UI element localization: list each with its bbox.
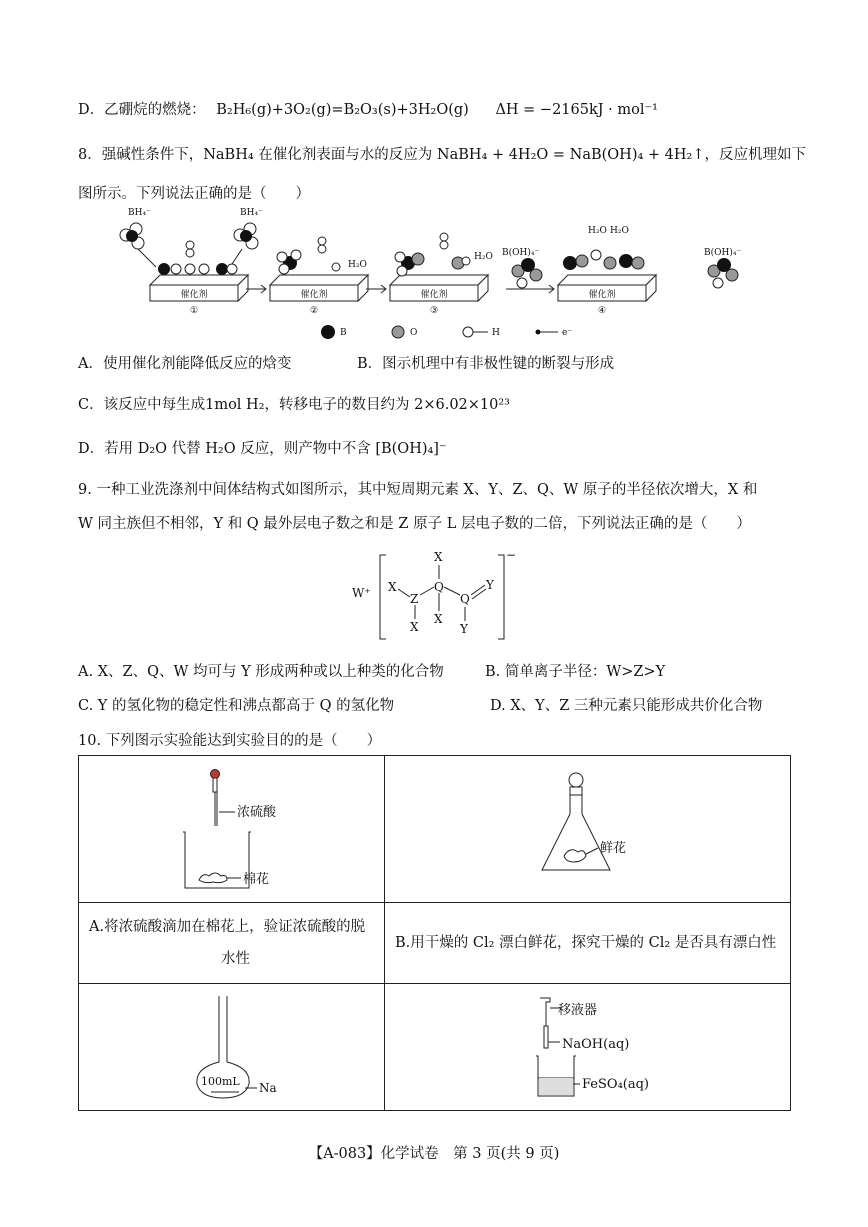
q8-stem-line2: 图所示。下列说法正确的是（ ） [78, 186, 310, 202]
svg-text:Q: Q [434, 580, 444, 594]
boh4-right [704, 247, 741, 288]
q9-structure-formula [350, 545, 520, 645]
svg-text:④: ④ [597, 306, 607, 316]
catalyst-slab-3 [390, 275, 488, 316]
svg-text:Y: Y [460, 622, 468, 636]
svg-text:Na: Na [259, 1081, 277, 1095]
svg-text:W⁺: W⁺ [352, 586, 371, 600]
svg-text:Y: Y [486, 578, 494, 592]
svg-text:−: − [506, 548, 517, 562]
catalyst-slab-2 [270, 275, 368, 316]
q9-stem-line2: W 同主族但不相邻，Y 和 Q 最外层电子数之和是 Z 原子 L 层电子数的二倍，下列说法正确的是（ ） [78, 516, 751, 532]
svg-text:O: O [410, 328, 418, 338]
bh4-molecule-right [230, 208, 263, 267]
svg-text:FeSO₄(aq): FeSO₄(aq) [582, 1077, 649, 1092]
svg-text:BH₄⁻: BH₄⁻ [240, 208, 263, 218]
beaker-sulfuric-acid-figure [169, 766, 309, 896]
q8-mechanism-diagram [118, 205, 758, 345]
svg-text:催化剂: 催化剂 [588, 290, 616, 300]
q9-stem-line1: 9. 一种工业洗涤剂中间体结构式如图所示，其中短周期元素 X、Y、Z、Q、W 原子的半径依次增大，X 和 [78, 482, 758, 498]
svg-text:X: X [410, 620, 419, 634]
q8-stem-line1: 8．强碱性条件下，NaBH₄ 在催化剂表面与水的反应为 NaBH₄ + 4H₂O = NaB(OH)₄ + 4H₂↑，反应机理如下 [78, 147, 806, 163]
svg-text:…: … [492, 284, 501, 294]
svg-text:100mL: 100mL [201, 1075, 240, 1088]
svg-text:移液器: 移液器 [558, 1003, 598, 1018]
q8-option-c[interactable]: C．该反应中每生成1mol H₂，转移电子的数目约为 2×6.02×10²³ [78, 397, 510, 413]
q10-stem: 10. 下列图示实验能达到实验目的的是（ ） [78, 733, 382, 749]
svg-text:B(OH)₄⁻: B(OH)₄⁻ [704, 248, 742, 258]
svg-text:棉花: 棉花 [243, 872, 270, 887]
svg-text:X: X [388, 580, 397, 594]
bh4-molecule-left [120, 208, 156, 267]
q9-option-b[interactable]: B. 简单离子半径：W>Z>Y [485, 664, 666, 680]
q9-option-a[interactable]: A. X、Z、Q、W 均可与 Y 形成两种或以上种类的化合物 [78, 664, 444, 680]
svg-text:②: ② [309, 306, 319, 316]
svg-text:B: B [340, 328, 347, 338]
q10-caption-a-line2: 水性 [221, 951, 250, 967]
svg-text:X: X [434, 612, 443, 626]
svg-text:H₂O: H₂O [348, 260, 367, 270]
q9-option-d[interactable]: D. X、Y、Z 三种元素只能形成共价化合物 [490, 698, 763, 714]
svg-text:催化剂: 催化剂 [420, 290, 448, 300]
svg-text:催化剂: 催化剂 [180, 290, 208, 300]
page-footer: 【A-083】化学试卷 第 3 页(共 9 页) [308, 1146, 560, 1162]
svg-text:B(OH)₄⁻: B(OH)₄⁻ [502, 248, 540, 258]
volumetric-flask-figure [179, 992, 319, 1102]
pipette-feso4-figure [534, 992, 684, 1104]
q10-caption-a-line1: A.将浓硫酸滴加在棉花上，验证浓硫酸的脱 [89, 919, 366, 935]
svg-text:浓硫酸: 浓硫酸 [237, 805, 277, 820]
catalyst-slab-4 [558, 275, 656, 316]
catalyst-slab-1 [150, 275, 248, 316]
q10-experiment-table [78, 755, 791, 1111]
svg-text:催化剂: 催化剂 [300, 290, 328, 300]
flask-flower-figure [534, 770, 674, 890]
svg-text:Z: Z [410, 592, 419, 606]
q8-option-d[interactable]: D．若用 D₂O 代替 H₂O 反应，则产物中不含 [B(OH)₄]⁻ [78, 441, 447, 457]
svg-text:X: X [434, 550, 443, 564]
adsorbed-atoms-1 [158, 241, 237, 275]
q10-caption-b: B.用干燥的 Cl₂ 漂白鲜花，探究干燥的 Cl₂ 是否具有漂白性 [395, 935, 777, 951]
boh4-left [502, 247, 542, 288]
svg-text:鲜花: 鲜花 [600, 841, 627, 856]
svg-text:Q: Q [460, 592, 470, 606]
svg-text:①: ① [189, 306, 199, 316]
svg-text:e⁻: e⁻ [562, 328, 573, 338]
q9-option-c[interactable]: C. Y 的氢化物的稳定性和沸点都高于 Q 的氢化物 [78, 698, 395, 714]
adsorbed-atoms-2 [277, 237, 367, 274]
q8-option-b[interactable]: B．图示机理中有非极性键的断裂与形成 [357, 356, 615, 372]
option-d-combustion: D．乙硼烷的燃烧： B₂H₆(g)+3O₂(g)=B₂O₃(s)+3H₂O(g) ΔH = −2165kJ · mol⁻¹ [78, 102, 658, 118]
svg-text:BH₄⁻: BH₄⁻ [128, 208, 151, 218]
adsorbed-atoms-4 [563, 226, 644, 270]
svg-text:H: H [492, 328, 500, 338]
svg-text:H₂O: H₂O [474, 252, 493, 262]
diagram-legend [321, 325, 572, 339]
svg-text:③: ③ [429, 306, 439, 316]
adsorbed-atoms-3 [395, 233, 493, 276]
q8-option-a[interactable]: A．使用催化剂能降低反应的焓变 [78, 356, 292, 372]
svg-text:H₂O: H₂O [588, 226, 607, 236]
svg-text:NaOH(aq): NaOH(aq) [562, 1037, 630, 1052]
svg-text:H₂O: H₂O [610, 226, 629, 236]
